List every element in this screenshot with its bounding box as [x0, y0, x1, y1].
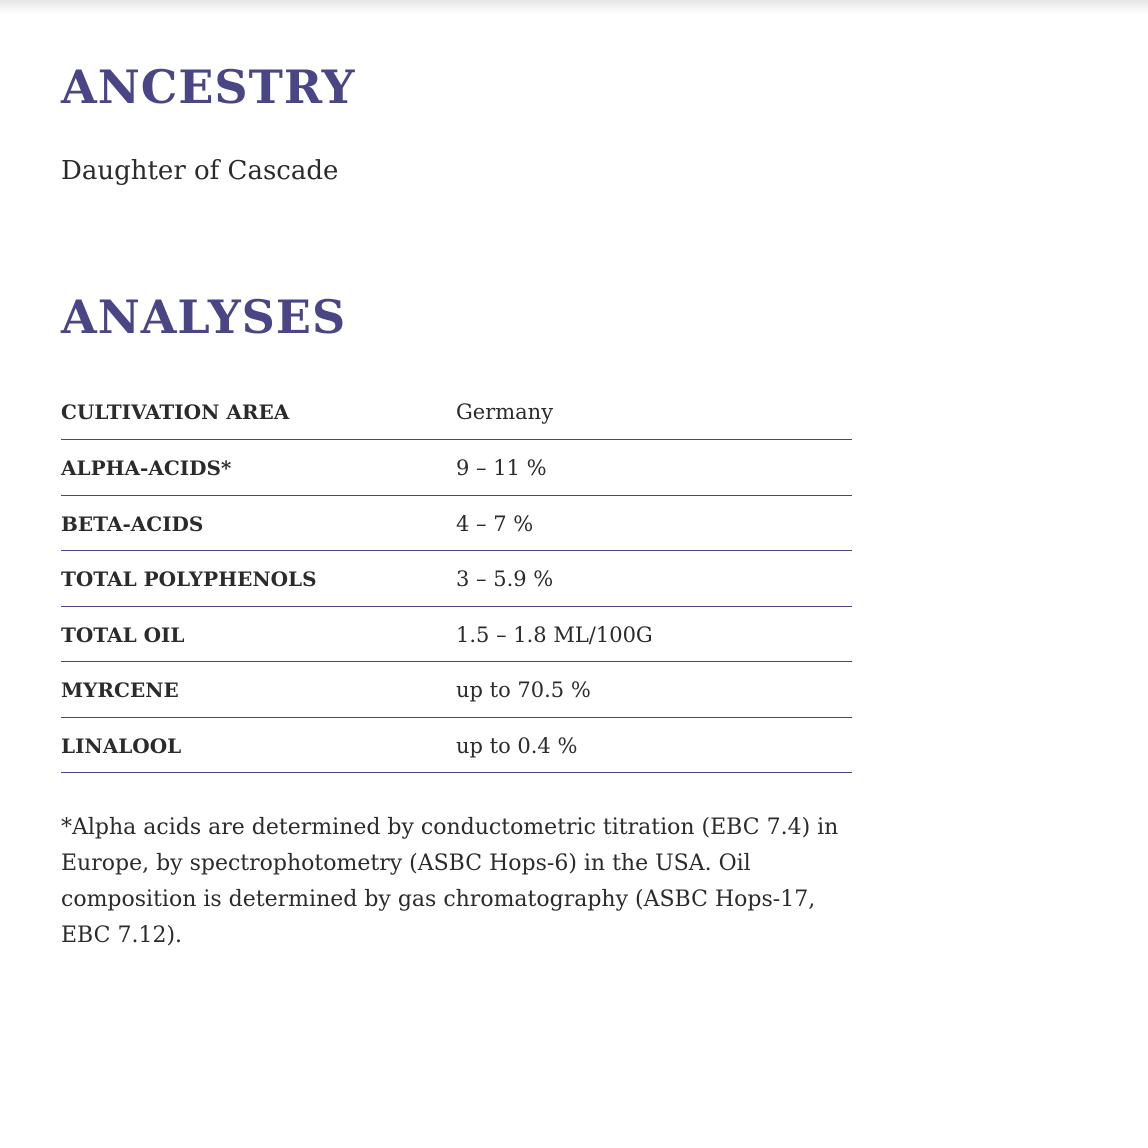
ancestry-text: Daughter of Cascade — [61, 156, 339, 186]
table-row-cultivation-area — [61, 384, 852, 440]
table-row-linalool — [61, 718, 852, 774]
row-label: LINALOOL — [61, 733, 182, 758]
table-row-alpha-acids — [61, 440, 852, 496]
row-value: Germany — [456, 400, 554, 424]
analyses-heading: ANALYSES — [61, 290, 347, 344]
row-label: TOTAL POLYPHENOLS — [61, 567, 317, 591]
row-value: 4 – 7 % — [456, 511, 534, 536]
row-label: ALPHA-ACIDS* — [61, 456, 232, 480]
row-label: CULTIVATION AREA — [61, 400, 290, 424]
analyses-table — [61, 384, 852, 773]
row-value: up to 0.4 % — [456, 733, 578, 758]
row-value: up to 70.5 % — [456, 678, 591, 702]
footnote: *Alpha acids are determined by conductometric titration (EBC 7.4) in Europe, by spectrophotometry (ASBC Hops-6) in the USA. Oil composition is determined by gas chromatography (ASBC Hops-17, EBC 7.12). — [61, 815, 839, 948]
row-label: TOTAL OIL — [61, 622, 185, 647]
table-row-myrcene — [61, 662, 852, 718]
table-row-total-polyphenols — [61, 551, 852, 607]
row-value: 1.5 – 1.8 ML/100G — [456, 622, 653, 647]
table-row-total-oil — [61, 607, 852, 663]
row-value: 9 – 11 % — [456, 456, 547, 480]
row-value: 3 – 5.9 % — [456, 567, 554, 591]
ancestry-heading: ANCESTRY — [61, 60, 356, 114]
top-shadow — [0, 0, 1148, 14]
table-row-beta-acids — [61, 496, 852, 552]
row-label: BETA-ACIDS — [61, 511, 204, 536]
row-label: MYRCENE — [61, 678, 179, 702]
